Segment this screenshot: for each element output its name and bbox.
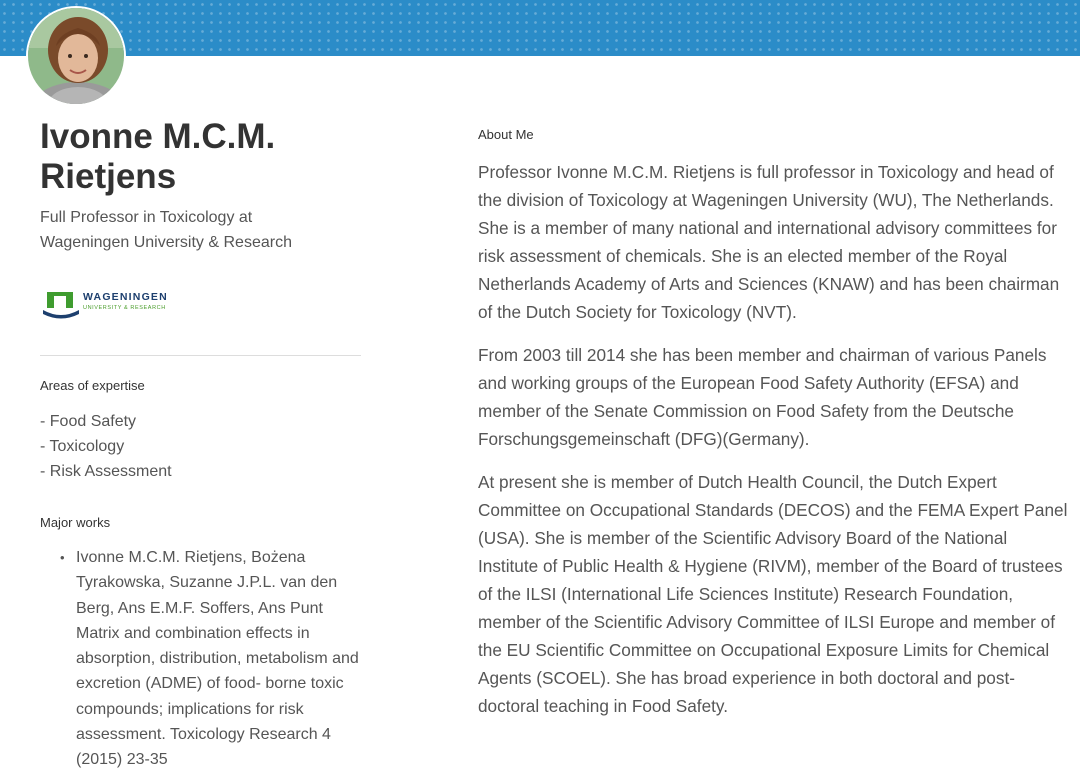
about-label: About Me [478, 127, 534, 142]
avatar [26, 6, 126, 106]
expertise-item: - Toxicology [40, 438, 125, 455]
works-list [40, 545, 362, 773]
wur-logo-mark-icon [43, 290, 79, 320]
works-label: Major works [40, 515, 111, 530]
wageningen-logo[interactable] [43, 290, 183, 320]
expertise-item: - Risk Assessment [40, 463, 172, 480]
avatar-photo [28, 8, 126, 106]
about-paragraph: Professor Ivonne M.C.M. Rietjens is full professor in Toxicology and head of the division of Toxicology at Wageningen University (WU), The Netherlands. She is a member of many national and international advisory committees for risk assessment of chemicals. She is an elected member of the Royal Netherlands Academy of Arts and Sciences (KNAW) and has been chairman of the Dutch Society for Toxicology (NVT). [478, 162, 1060, 322]
header-banner [0, 0, 1080, 56]
about-paragraph: At present she is member of Dutch Health Council, the Dutch Expert Committee on Occupational Standards (DECOS) and the FEMA Expert Panel (USA). She is member of the Scientific Advisory Board of the National Institute of Public Health & Hygiene (RIVM), member of the Board of trustees of the ILSI (International Life Sciences Institute) Research Foundation, member of the Scientific Advisory Committee of ILSI Europe and member of the EU Scientific Committee on Occupational Exposure Limits for Chemical Agents (SCOEL). She has broad experience in both doctoral and post-doctoral teaching in Food Safety. [478, 472, 1068, 716]
expertise-list [40, 409, 172, 484]
profile-name: Ivonne M.C.M. Rietjens [40, 117, 276, 196]
logo-subline: UNIVERSITY & RESEARCH [83, 305, 166, 311]
about-paragraph: From 2003 till 2014 she has been member and chairman of various Panels and working groups of the European Food Safety Authority (EFSA) and member of the Senate Commission on Food Safety from the Deutsche Forschungsgemeinschaft (DFG)(Germany). [478, 345, 1047, 449]
expertise-item: - Food Safety [40, 413, 137, 430]
profile-title: Full Professor in Toxicology at Wageningen University & Research [40, 209, 292, 251]
about-body [478, 158, 1068, 735]
expertise-label: Areas of expertise [40, 378, 145, 393]
logo-wordmark: WAGENINGEN [83, 291, 168, 303]
works-item: • Ivonne M.C.M. Rietjens, Bożena Tyrakowska, Suzanne J.P.L. van den Berg, Ans E.M.F. Soffers, Ans Punt Matrix and combination effects in absorption, distribution, metabolism and excretion (ADME) of food- borne toxic compounds; implications for risk assessment. Toxicology Research 4 (2015) 23-35 [40, 545, 362, 773]
section-divider [40, 355, 361, 356]
